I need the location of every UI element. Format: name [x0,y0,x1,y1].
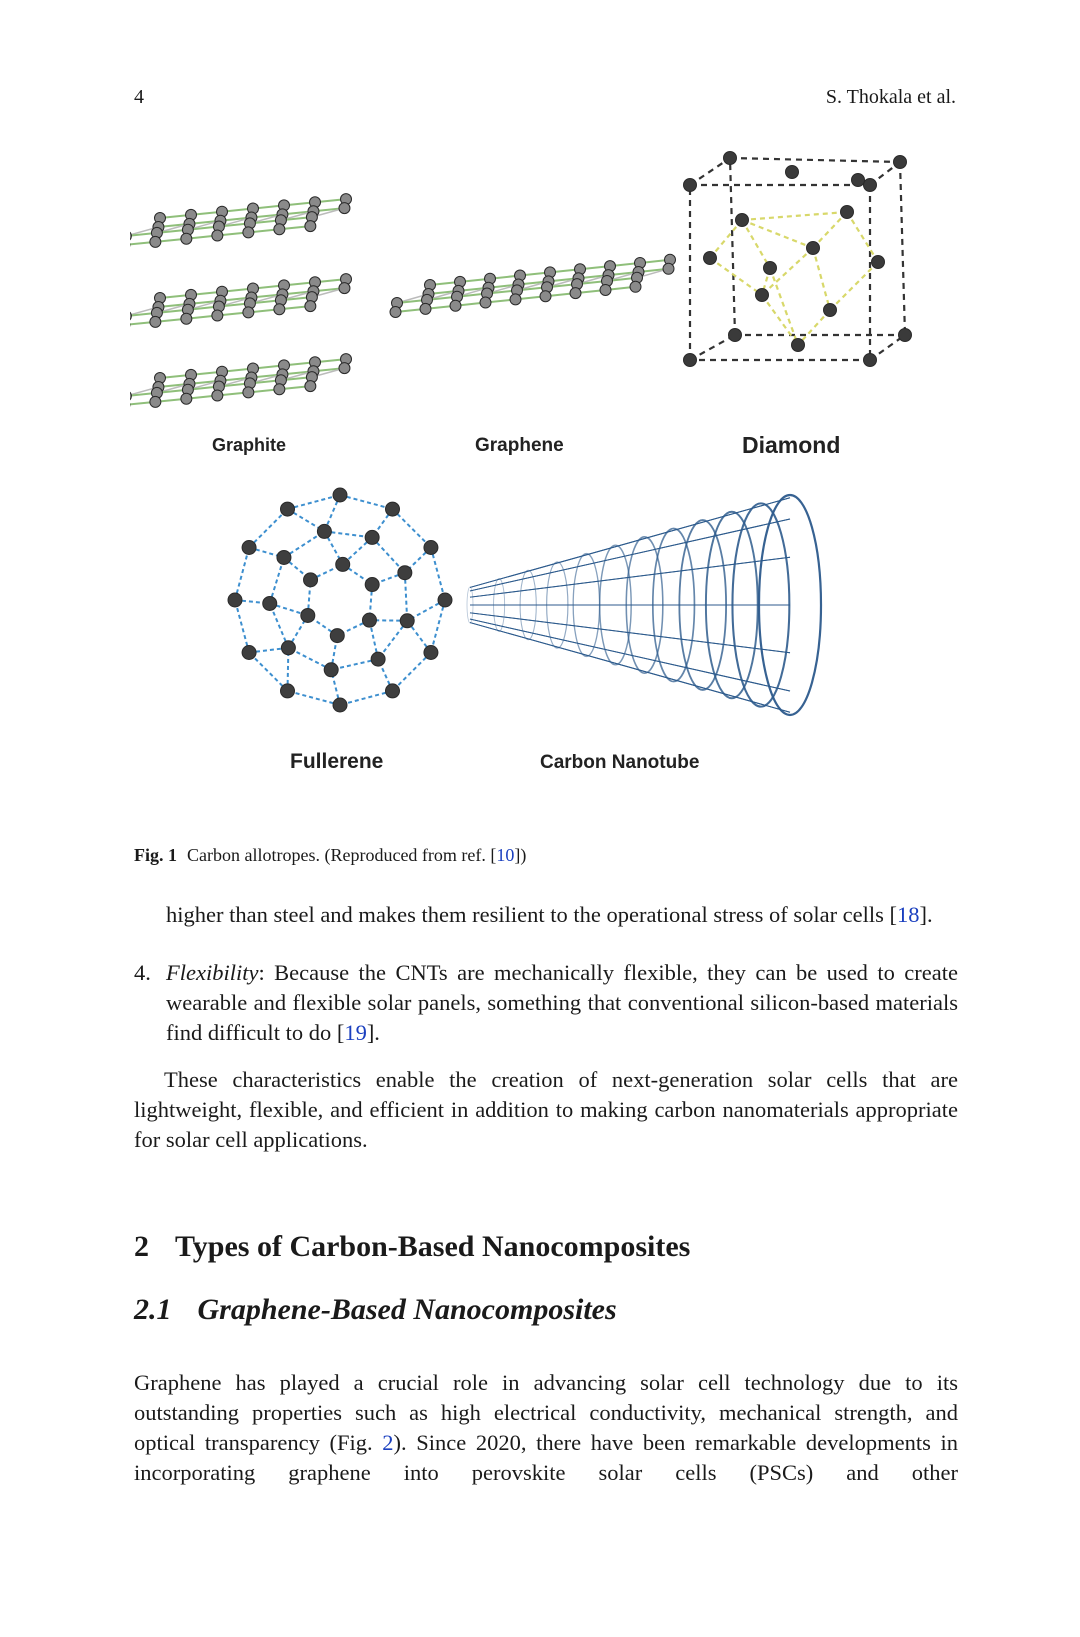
bond [690,335,735,360]
atom [362,613,376,627]
bond [813,212,847,248]
bond [900,162,905,335]
bond [470,623,790,713]
atom [764,262,777,275]
paragraph-text-end: ). Since 2020, there have been remarkable developments in incorporating graphene into perovskite solar cells (PSCs) and other [134,1430,958,1485]
bond [431,600,445,653]
graphite-illustration [130,194,351,411]
list-item-flexibility [134,958,958,1048]
atom [841,206,854,219]
atom [824,304,837,317]
bond [847,212,878,262]
label-diamond: Diamond [742,432,841,458]
atom [274,304,285,315]
atom [130,311,131,322]
atom [400,614,414,628]
atom [420,303,431,314]
figure-carbon-allotropes [130,150,960,830]
paragraph-graphene [134,1368,958,1488]
atom [480,297,491,308]
bond [742,220,813,248]
ref-link-19[interactable]: 19 [344,1020,367,1045]
list-item-title: Flexibility [166,960,259,985]
atom [301,608,315,622]
atom [510,294,521,305]
atom [150,236,161,247]
bond [431,548,445,601]
atom [438,593,452,607]
atom [786,166,799,179]
subsection-heading [134,1293,617,1327]
atom [424,541,438,555]
bond [813,248,830,310]
carbon-nanotube-illustration [467,495,821,715]
atom [736,214,749,227]
atom [130,391,131,402]
atom [333,698,347,712]
paragraph-text: higher than steel and makes them resilient to the operational stress of solar cells [ [166,902,898,927]
atom [336,557,350,571]
atom [212,310,223,321]
section-title: Types of Carbon-Based Nanocomposites [175,1230,691,1263]
ref-link-fig-2[interactable]: 2 [382,1430,394,1455]
atom [212,230,223,241]
paragraph-text: Graphene has played a crucial role in advancing solar cell technology due to its outstanding properties such as high electrical conductivity, mechanical strength, and optical transparency (Fig. [134,1370,958,1455]
atom [792,339,805,352]
atom [330,629,344,643]
bond [762,295,798,345]
atom [242,646,256,660]
atom [390,307,401,318]
label-graphite: Graphite [212,435,287,455]
bond [393,653,431,691]
bond [710,220,742,258]
atom [181,233,192,244]
atom [243,307,254,318]
atom [130,231,131,242]
bond [288,691,341,705]
atom [181,313,192,324]
subsection-number: 2.1 [134,1293,172,1326]
bond [393,509,431,547]
atom [305,381,316,392]
atom [386,502,400,516]
diamond-illustration [684,152,912,367]
fullerene-illustration [228,488,452,712]
atom [333,488,347,502]
atom [371,652,385,666]
bond [340,691,393,705]
paragraph-characteristics: These characteristics enable the creation of next-generation solar cells that are lightweight, flexible, and efficient in addition to making carbon nanomaterials appropriate for solar cell applications. [134,1067,958,1152]
bond [710,258,762,295]
figure-illustration [130,150,960,830]
atom [150,396,161,407]
atom [864,354,877,367]
atom [304,573,318,587]
atom [450,300,461,311]
section-number: 2 [134,1230,149,1263]
label-carbon-nanotube: Carbon Nanotube [540,752,700,773]
atom [150,316,161,327]
bond [770,268,798,345]
atom [663,263,674,274]
list-item-text: : Because the CNTs are mechanically flexible, they can be used to create wearable and flexible solar panels, something that conventional silicon-based materials find difficult to do [ [166,960,958,1045]
atom [570,288,581,299]
bond [742,212,847,220]
section-heading [134,1230,690,1264]
atom [263,596,277,610]
atom [684,179,697,192]
atom [398,566,412,580]
bond [470,498,790,588]
atom [277,550,291,564]
atom [243,227,254,238]
atom [339,363,350,374]
atom [872,256,885,269]
bond [742,220,770,268]
atom [242,541,256,555]
label-fullerene: Fullerene [290,750,384,773]
atom [339,203,350,214]
label-graphene: Graphene [475,435,564,456]
atom [807,242,820,255]
atom [181,393,192,404]
bond [730,158,900,162]
figure-caption-text: Carbon allotropes. (Reproduced from ref. [ [187,845,497,865]
running-header-authors: S. Thokala et al. [825,86,956,108]
graphene-illustration [390,254,676,317]
atom [274,384,285,395]
atom [424,646,438,660]
atom [864,179,877,192]
atom [540,291,551,302]
atom [274,224,285,235]
list-item-text-end: ]. [366,1020,380,1045]
paragraph-continuation [166,900,958,930]
atom [305,301,316,312]
bond [249,509,287,547]
bond [798,310,830,345]
atom [684,354,697,367]
bond [235,548,249,601]
atom [630,281,641,292]
atom [212,390,223,401]
atom [339,283,350,294]
list-item-number: 4. [134,960,151,985]
atom [729,329,742,342]
atom [724,152,737,165]
bond [340,495,393,509]
atom [899,329,912,342]
atom [243,387,254,398]
bond [690,158,730,185]
subsection-title: Graphene-Based Nanocomposites [197,1293,617,1326]
bond [235,600,249,653]
atom [365,530,379,544]
atom [386,684,400,698]
atom [281,641,295,655]
bond [249,653,287,691]
atom [324,663,338,677]
figure-caption [134,845,526,866]
bond [288,495,341,509]
atom [704,252,717,265]
atom [600,284,611,295]
ref-link-18[interactable]: 18 [897,902,920,927]
page-number: 4 [134,86,144,108]
atom [317,524,331,538]
atom [894,156,907,169]
atom [756,289,769,302]
figure-caption-label: Fig. 1 [134,845,177,865]
atom [305,221,316,232]
atom [228,593,242,607]
ref-link-10[interactable]: 10 [496,845,515,865]
atom [852,174,865,187]
figure-caption-text-end: ]) [514,845,527,865]
paragraph-text-end: ]. [919,902,933,927]
atom [281,684,295,698]
atom [281,502,295,516]
atom [365,578,379,592]
